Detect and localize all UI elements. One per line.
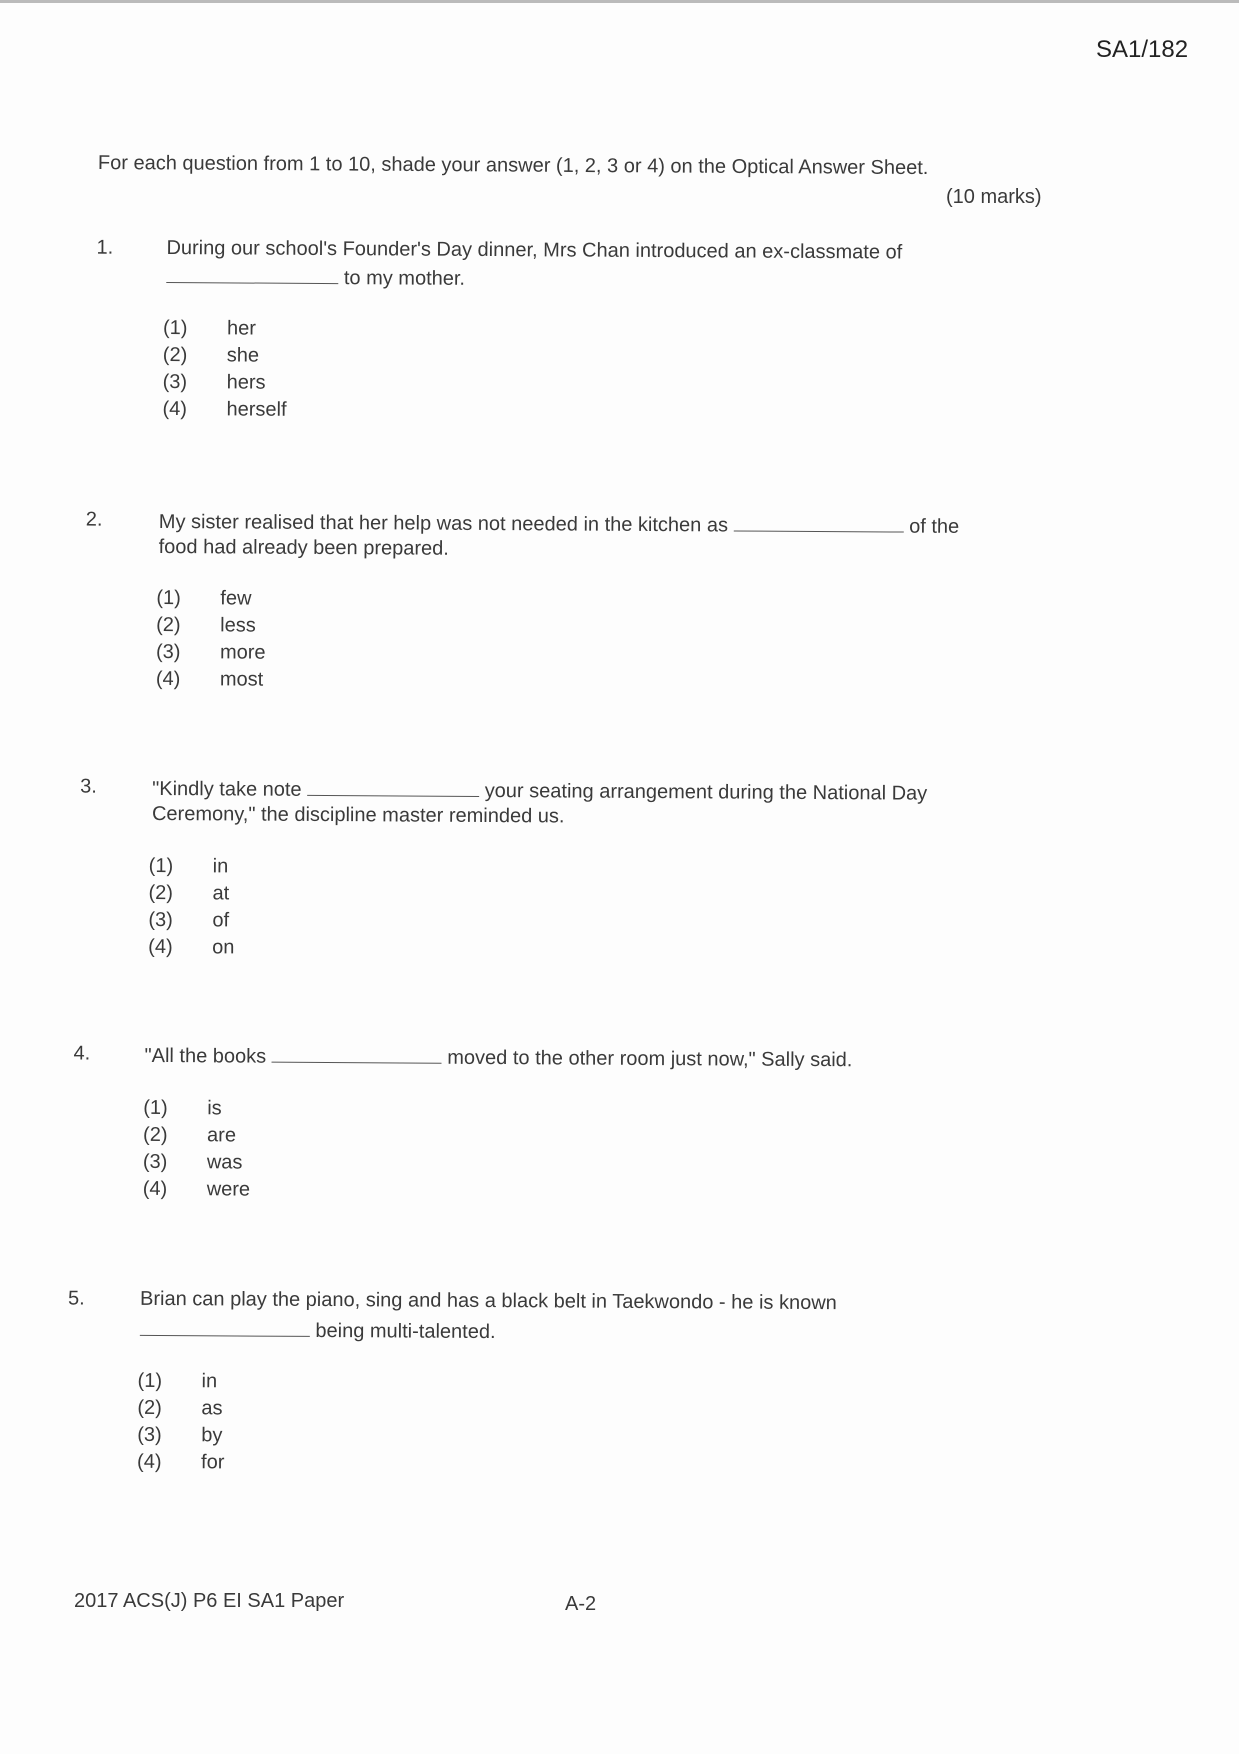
option-text: was xyxy=(206,1151,243,1174)
option-text: is xyxy=(207,1097,222,1120)
question-text-line2 xyxy=(140,1317,496,1344)
option-number: (3) xyxy=(162,371,188,394)
question-text-line2 xyxy=(166,264,465,291)
option-text: less xyxy=(220,614,256,637)
option-text: in xyxy=(212,855,229,878)
option xyxy=(143,1178,250,1202)
option-number: (4) xyxy=(142,1177,168,1201)
option xyxy=(143,1151,243,1175)
scan-edge xyxy=(0,0,1239,3)
option-number: (2) xyxy=(137,1396,162,1420)
option-number: (4) xyxy=(162,398,188,421)
option-number: (1) xyxy=(137,1369,163,1393)
option-text: few xyxy=(220,587,252,610)
question-text: food had already been prepared. xyxy=(158,535,449,560)
question-text: being multi-talented. xyxy=(315,1319,496,1344)
option xyxy=(156,587,251,611)
option-number: (1) xyxy=(143,1096,168,1120)
option xyxy=(143,1097,222,1120)
option-text: most xyxy=(219,668,264,691)
answer-blank xyxy=(307,777,479,797)
option-number: (3) xyxy=(148,908,173,932)
option xyxy=(148,909,229,932)
option xyxy=(143,1124,236,1148)
option xyxy=(137,1424,222,1448)
question-text: "Kindly take note xyxy=(152,777,302,801)
option-text: more xyxy=(219,641,266,664)
option-number: (1) xyxy=(162,317,188,340)
option-text: at xyxy=(212,882,230,905)
option xyxy=(137,1451,224,1475)
option-number: (3) xyxy=(155,640,181,664)
paper-code: SA1/182 xyxy=(1096,36,1189,63)
question-number: 5. xyxy=(68,1287,85,1310)
option xyxy=(163,344,259,368)
option xyxy=(137,1370,217,1393)
option-text: for xyxy=(201,1451,225,1474)
option xyxy=(149,855,229,878)
option xyxy=(148,936,234,960)
option-number: (4) xyxy=(155,667,181,691)
option-number: (4) xyxy=(148,935,173,959)
question-number: 2. xyxy=(85,508,103,531)
option xyxy=(156,641,266,665)
question-text-line1 xyxy=(159,509,960,539)
option xyxy=(163,371,266,395)
option-number: (3) xyxy=(142,1150,168,1174)
page-number: A-2 xyxy=(565,1593,597,1615)
answer-blank xyxy=(140,1317,310,1337)
question-text: moved to the other room just now," Sally said. xyxy=(447,1046,853,1072)
option-text: herself xyxy=(226,398,287,421)
option xyxy=(162,398,286,422)
question-number: 3. xyxy=(80,775,97,798)
option-text: are xyxy=(207,1124,237,1147)
answer-blank xyxy=(166,264,338,284)
option-text: her xyxy=(226,317,256,340)
option-number: (2) xyxy=(148,881,174,905)
option xyxy=(148,882,229,905)
option-text: of xyxy=(212,909,230,932)
option-text: in xyxy=(201,1370,218,1393)
option-number: (3) xyxy=(137,1423,162,1447)
answer-blank xyxy=(734,512,904,532)
marks: (10 marks) xyxy=(946,186,1042,208)
option-text: she xyxy=(226,344,260,367)
option xyxy=(156,668,263,692)
option-text: were xyxy=(206,1178,251,1201)
option-text: hers xyxy=(226,371,266,394)
option-text: as xyxy=(201,1397,223,1420)
option-text: on xyxy=(212,936,235,959)
question-text-line1 xyxy=(144,1043,852,1072)
instructions: For each question from 1 to 10, shade your answer (1, 2, 3 or 4) on the Optical Answer Sheet. xyxy=(97,152,929,180)
question-number: 1. xyxy=(96,236,114,259)
question-text: "All the books xyxy=(144,1044,267,1068)
question-text: to my mother. xyxy=(343,267,466,290)
question-number: 4. xyxy=(73,1042,91,1065)
question-text: Brian can play the piano, sing and has a black belt in Taekwondo - he is known xyxy=(140,1287,837,1315)
option xyxy=(137,1397,222,1421)
question-text: My sister realised that her help was not needed in the kitchen as xyxy=(158,510,729,537)
option xyxy=(156,614,256,638)
question-text-line1 xyxy=(152,776,927,806)
question-text: Ceremony," the discipline master reminded us. xyxy=(151,802,565,828)
option-number: (1) xyxy=(148,854,174,878)
option-number: (4) xyxy=(137,1450,162,1474)
question-text: your seating arrangement during the National Day xyxy=(484,779,928,805)
option-number: (2) xyxy=(162,344,188,367)
footer-paper-title: 2017 ACS(J) P6 EI SA1 Paper xyxy=(74,1590,345,1612)
answer-blank xyxy=(272,1044,442,1064)
option-number: (2) xyxy=(156,613,181,637)
option-number: (2) xyxy=(143,1123,168,1147)
option-number: (1) xyxy=(156,586,181,610)
option xyxy=(163,317,256,341)
option-text: by xyxy=(201,1424,223,1447)
question-text: of the xyxy=(909,515,960,538)
question-text: During our school's Founder's Day dinner, Mrs Chan introduced an ex-classmate of xyxy=(166,237,903,264)
